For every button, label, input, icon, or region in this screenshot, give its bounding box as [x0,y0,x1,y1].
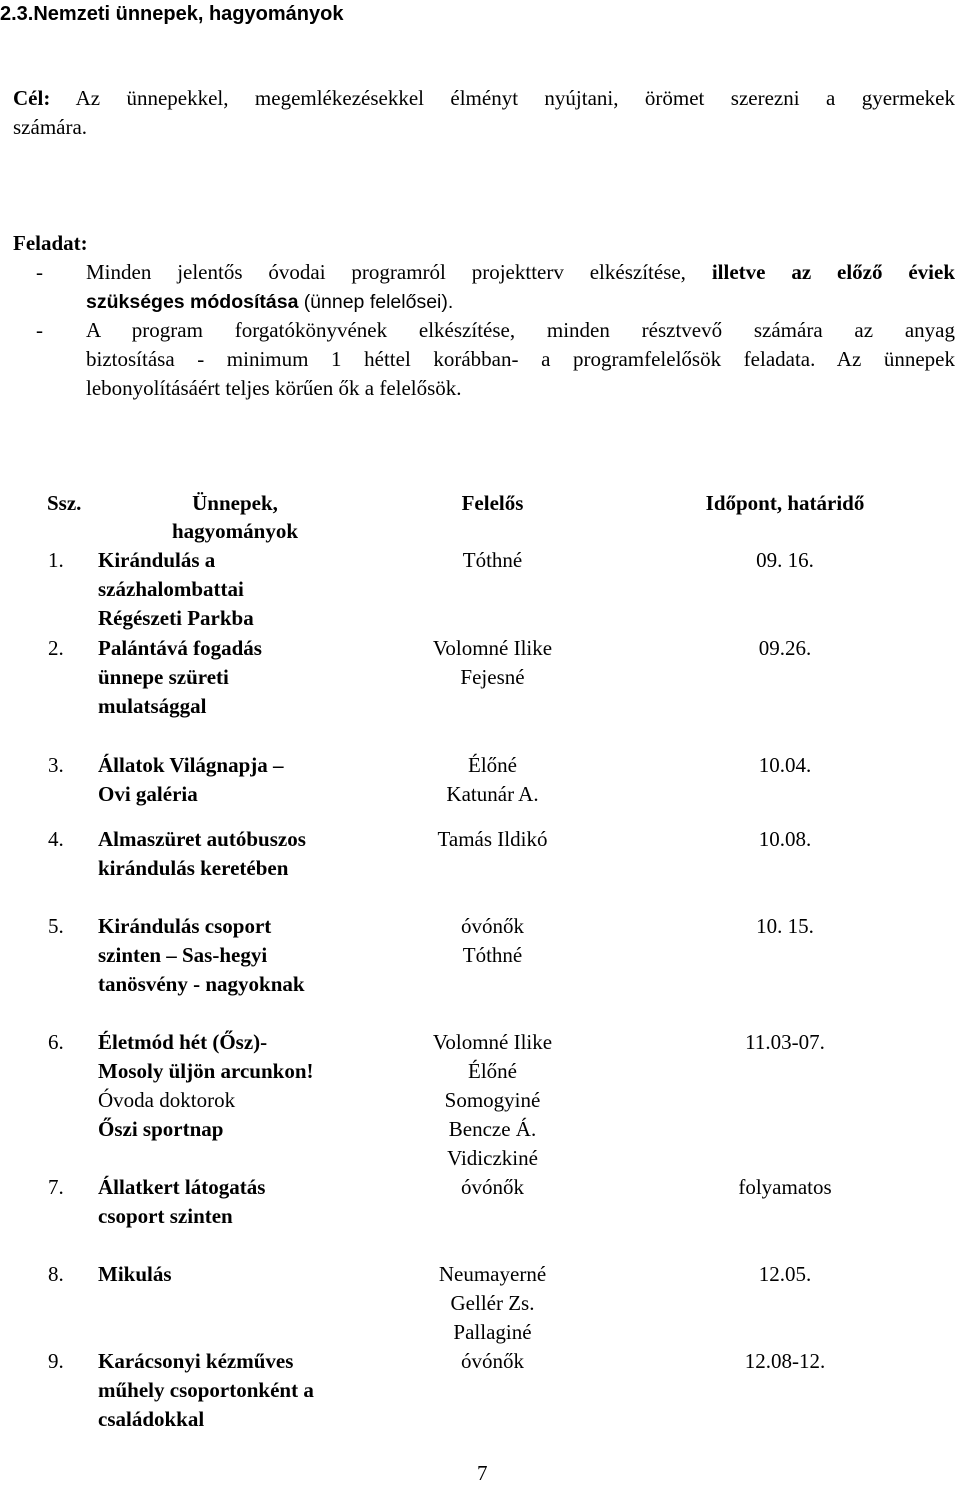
task-label: Feladat: [13,231,88,255]
task-item-1-dash: - [36,260,43,284]
row-responsible: Élőné [468,753,517,777]
row-event-line: Állatkert látogatás [98,1175,266,1199]
row-event-line: Almaszüret autóbuszos [98,827,306,851]
task-item-1-line-2 [86,288,453,315]
row-num: 5. [48,914,64,938]
row-responsible: Vidiczkiné [447,1146,538,1170]
task-item-1-text: Minden jelentős óvodai programról projektterv elkészítése, [86,260,686,284]
row-date: 12.08-12. [744,1349,826,1373]
row-responsible: Volomné Ilike [432,636,553,660]
section-heading: 2.3.Nemzeti ünnepek, hagyományok [0,3,344,25]
row-event-line: Életmód hét (Ősz)- [98,1030,268,1054]
header-num: Ssz. [47,491,82,515]
task-item-1-bold-2: szükséges módosítása [86,291,299,313]
row-responsible: óvónők [461,1349,524,1373]
row-responsible: Pallaginé [453,1320,532,1344]
row-responsible: Gellér Zs. [450,1291,535,1315]
row-date: 10.08. [758,827,812,851]
row-date: folyamatos [738,1175,832,1199]
task-item-2-line-1: A program forgatókönyvének elkészítése, minden résztvevő számára az anyag [86,318,955,342]
row-event-line: Őszi sportnap [98,1117,224,1141]
row-event-line: Ovi galéria [98,782,198,806]
row-responsible: óvónők [461,1175,524,1199]
goal-text-2: számára. [13,115,88,139]
task-item-2-line-3: lebonyolításáért teljes körűen ők a felelősök. [86,376,462,400]
row-responsible: Volomné Ilike [432,1030,553,1054]
row-event-line: szinten – Sas-hegyi [98,943,268,967]
task-item-1-bold: illetve az előző éviek [711,260,956,284]
row-num: 1. [48,548,64,572]
row-date: 12.05. [758,1262,812,1286]
task-item-1-line-1 [86,259,955,285]
task-item-2-dash: - [36,318,43,342]
row-num: 8. [48,1262,64,1286]
row-event-line: családokkal [98,1407,205,1431]
row-responsible: Neumayerné [438,1262,547,1286]
row-event-line: Kirándulás csoport [98,914,272,938]
row-date: 10. 15. [756,914,814,938]
row-event-line: tanösvény - nagyoknak [98,972,305,996]
row-num: 2. [48,636,64,660]
row-event-line: műhely csoportonként a [98,1378,314,1402]
row-responsible: Somogyiné [444,1088,541,1112]
row-date: 10.04. [758,753,812,777]
row-event-line: Mosoly üljön arcunkon! [98,1059,314,1083]
row-date: 09.26. [758,636,812,660]
task-item-2-line-2: biztosítása - minimum 1 héttel korábban- a programfelelősök feladata. Az ünnepek [86,347,955,371]
row-event-line: mulatsággal [98,694,207,718]
row-responsible: Élőné [468,1059,517,1083]
row-num: 9. [48,1349,64,1373]
row-num: 3. [48,753,64,777]
page-number: 7 [477,1461,488,1485]
goal-line-1 [13,85,955,111]
row-event-line: csoport szinten [98,1204,233,1228]
row-date: 09. 16. [756,548,814,572]
row-responsible: Tóthné [462,943,523,967]
row-event-line: Állatok Világnapja – [98,753,284,777]
row-responsible: Tóthné [462,548,523,572]
row-responsible: Tamás Ildikó [437,827,548,851]
row-event-line: Óvoda doktorok [98,1088,236,1112]
header-responsible: Felelős [461,491,524,515]
header-date: Időpont, határidő [705,491,865,515]
row-event-line: Mikulás [98,1262,172,1286]
row-num: 4. [48,827,64,851]
goal-text-1: Az ünnepekkel, megemlékezésekkel élményt nyújtani, örömet szerezni a gyermekek [75,86,955,110]
row-responsible: óvónők [461,914,524,938]
header-event-1: Ünnepek, [192,491,278,515]
header-event-2: hagyományok [171,519,299,543]
row-event-line: százhalombattai [98,577,244,601]
row-event-line: Régészeti Parkba [98,606,254,630]
row-responsible: Bencze Á. [448,1117,537,1141]
row-responsible: Katunár A. [446,782,539,806]
row-num: 7. [48,1175,64,1199]
row-event-line: kirándulás keretében [98,856,289,880]
goal-label: Cél: [13,86,51,110]
row-event-line: Palántává fogadás [98,636,262,660]
row-date: 11.03-07. [745,1030,825,1054]
row-event-line: ünnepe szüreti [98,665,229,689]
row-event-line: Karácsonyi kézműves [98,1349,294,1373]
task-item-1-text-2: (ünnep felelősei). [303,291,454,313]
row-responsible: Fejesné [460,665,525,689]
row-event-line: Kirándulás a [98,548,216,572]
row-num: 6. [48,1030,64,1054]
